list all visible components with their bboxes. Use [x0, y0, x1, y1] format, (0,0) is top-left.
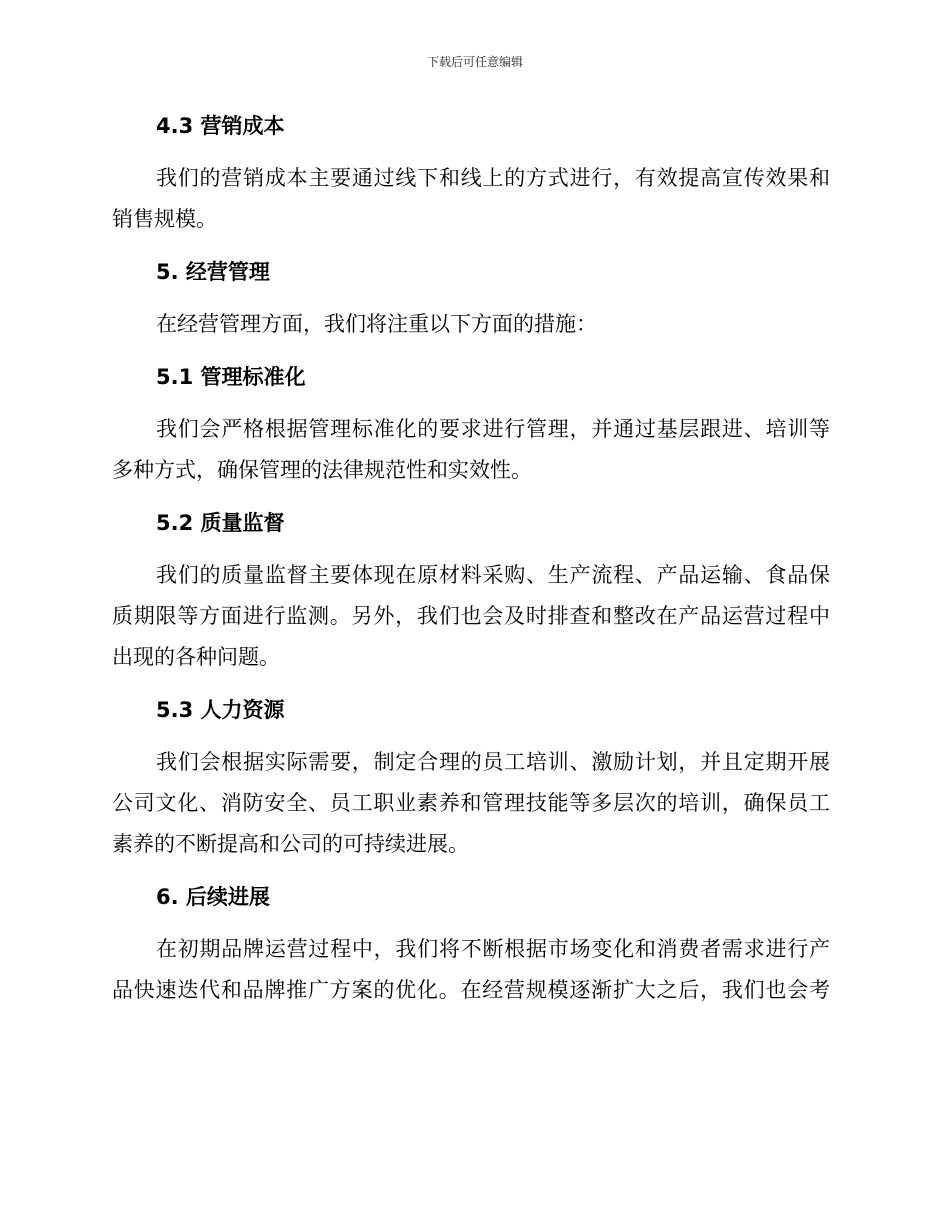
- section-paragraph-5: [112, 304, 830, 345]
- paragraph-line: 我们的质量监督主要体现在原材料采购、生产流程、产品运输、食品保: [156, 563, 830, 587]
- paragraph-line: 质期限等方面进行监测。另外，我们也会及时排查和整改在产品运营过程中: [112, 604, 830, 628]
- section-paragraph-5-3: [112, 742, 830, 865]
- paragraph-line: 我们会根据实际需要，制定合理的员工培训、激励计划，并且定期开展: [156, 750, 830, 774]
- paragraph-line: 出现的各种问题。: [112, 645, 280, 669]
- paragraph-line: 我们会严格根据管理标准化的要求进行管理，并通过基层跟进、培训等: [156, 417, 830, 441]
- paragraph-line: 在初期品牌运营过程中，我们将不断根据市场变化和消费者需求进行产: [156, 937, 830, 961]
- section-heading-5-3: 5.3 人力资源: [156, 698, 285, 722]
- document-body: [112, 106, 830, 1011]
- section-heading-5-2: 5.2 质量监督: [156, 511, 285, 535]
- page-header: 下载后可任意编辑: [426, 55, 523, 69]
- section-paragraph-6: [112, 929, 830, 1011]
- section-paragraph-4-3: [112, 158, 830, 240]
- section-heading-5: 5. 经营管理: [156, 260, 270, 284]
- paragraph-line: 在经营管理方面，我们将注重以下方面的措施：: [156, 312, 597, 336]
- paragraph-line: 销售规模。: [112, 207, 217, 231]
- section-heading-6: 6. 后续进展: [156, 885, 270, 909]
- paragraph-line: 品快速迭代和品牌推广方案的优化。在经营规模逐渐扩大之后，我们也会考: [112, 978, 830, 1002]
- section-heading-4-3: 4.3 营销成本: [156, 114, 285, 138]
- section-paragraph-5-1: [112, 409, 830, 491]
- paragraph-line: 我们的营销成本主要通过线下和线上的方式进行，有效提高宣传效果和: [156, 166, 830, 190]
- section-heading-5-1: 5.1 管理标准化: [156, 365, 306, 389]
- paragraph-line: 多种方式，确保管理的法律规范性和实效性。: [112, 458, 532, 482]
- section-paragraph-5-2: [112, 555, 830, 678]
- paragraph-line: 素养的不断提高和公司的可持续进展。: [112, 832, 469, 856]
- paragraph-line: 公司文化、消防安全、员工职业素养和管理技能等多层次的培训，确保员工: [112, 791, 830, 815]
